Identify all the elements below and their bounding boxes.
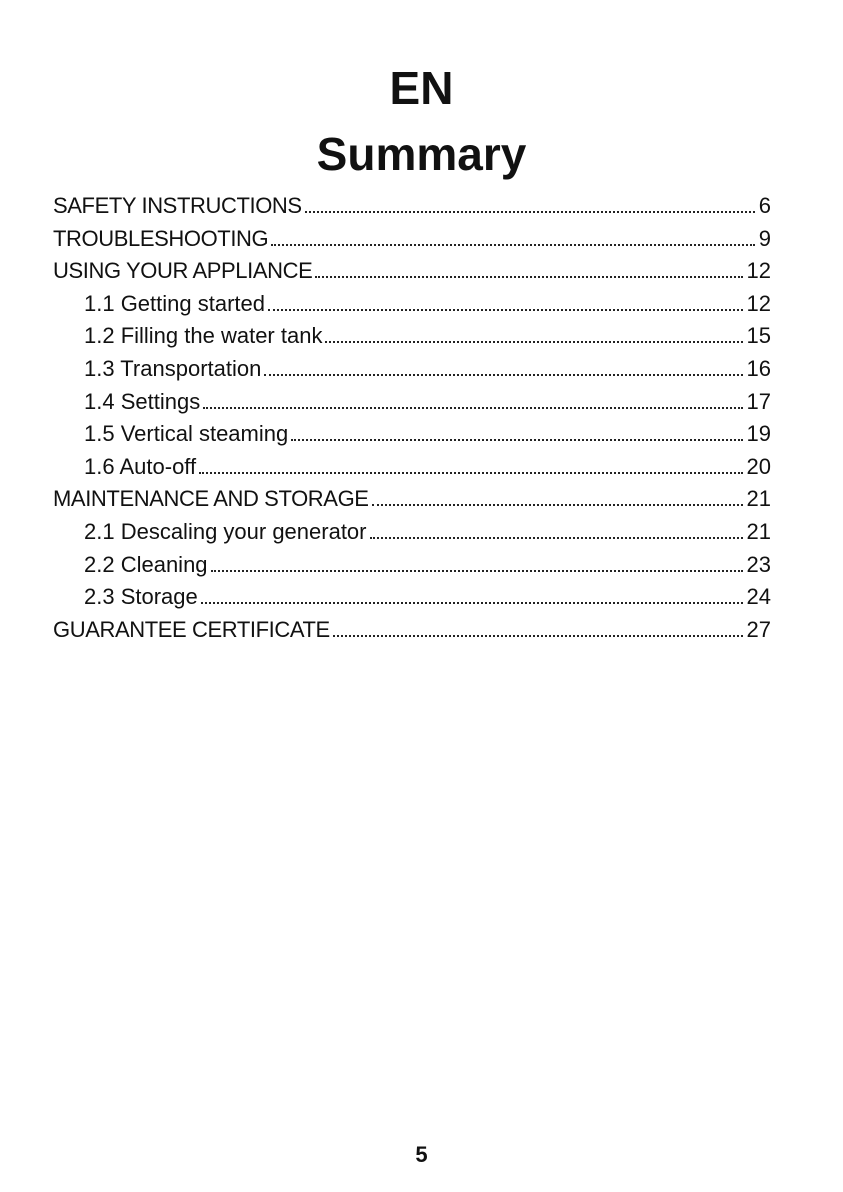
toc-entry	[53, 515, 771, 548]
toc-entry	[53, 385, 771, 418]
toc-leader-dots	[325, 319, 742, 343]
toc-entry-label: USING YOUR APPLIANCE	[53, 258, 313, 284]
toc-leader-dots	[372, 482, 743, 506]
toc-entry-page: 15	[746, 323, 771, 349]
toc-leader-dots	[199, 450, 742, 474]
toc-entry-label: 1.5 Vertical steaming	[84, 421, 289, 447]
toc-entry-page: 12	[746, 290, 771, 316]
toc-leader-dots	[271, 222, 755, 246]
toc-entry-label: 1.4 Settings	[84, 388, 201, 414]
toc-entry-label: GUARANTEE CERTIFICATE	[53, 616, 330, 642]
page-title: Summary	[316, 128, 527, 180]
toc-leader-dots	[203, 385, 742, 409]
toc-entry	[53, 189, 771, 222]
toc-entry-page: 20	[746, 453, 771, 479]
toc-entry-label: 2.3 Storage	[84, 584, 198, 610]
toc-entry	[53, 548, 771, 581]
toc-entry-page: 19	[746, 421, 771, 447]
toc-entry	[53, 482, 771, 515]
toc-entry-page: 23	[746, 551, 771, 577]
toc-entry	[53, 287, 771, 320]
toc-entry	[53, 352, 771, 385]
toc-entry-page: 12	[746, 258, 771, 284]
toc-entry-page: 17	[746, 388, 771, 414]
toc-leader-dots	[315, 254, 742, 278]
toc-entry-label: 1.6 Auto-off	[84, 453, 197, 479]
toc-entry-page: 6	[758, 193, 771, 218]
toc-leader-dots	[201, 580, 743, 604]
toc-entry-label: 1.2 Filling the water tank	[84, 323, 323, 349]
toc-entry-label: 2.1 Descaling your generator	[84, 518, 367, 544]
page-number: 5	[415, 1142, 428, 1167]
toc-entry	[53, 417, 771, 450]
toc-entry	[53, 580, 771, 613]
toc-entry	[53, 613, 771, 646]
toc-entry-label: TROUBLESHOOTING	[53, 225, 269, 251]
toc-entry-page: 21	[746, 518, 771, 544]
toc-entry-page: 24	[746, 584, 771, 610]
toc-entry	[53, 450, 771, 483]
toc-leader-dots	[268, 287, 743, 311]
toc-entry-page: 16	[746, 355, 771, 381]
toc-entry-page: 27	[746, 616, 771, 642]
toc-leader-dots	[211, 548, 743, 572]
toc-entry-label: 2.2 Cleaning	[84, 551, 208, 577]
table-of-contents	[53, 189, 771, 645]
toc-entry-page: 21	[746, 486, 771, 512]
toc-leader-dots	[370, 515, 743, 539]
toc-entry-label: SAFETY INSTRUCTIONS	[53, 193, 302, 218]
toc-leader-dots	[305, 189, 755, 213]
toc-entry-label: 1.1 Getting started	[84, 290, 265, 316]
language-code: EN	[389, 62, 454, 114]
toc-entry-page: 9	[758, 225, 771, 251]
toc-entry	[53, 222, 771, 255]
toc-leader-dots	[264, 352, 742, 376]
toc-leader-dots	[291, 417, 742, 441]
toc-entry-label: 1.3 Transportation	[84, 355, 262, 381]
toc-leader-dots	[333, 613, 743, 637]
toc-entry-label: MAINTENANCE AND STORAGE	[53, 486, 369, 512]
toc-entry	[53, 319, 771, 352]
toc-entry	[53, 254, 771, 287]
